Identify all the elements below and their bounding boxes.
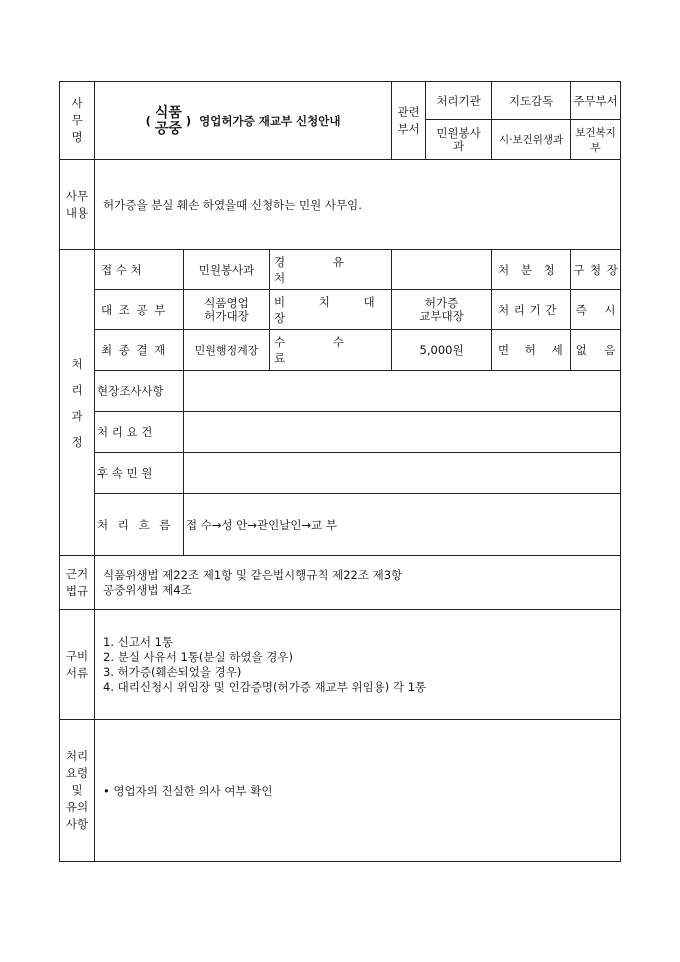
label-onsite-inspection: 현장조사사항 (95, 371, 184, 412)
legal-line: 식품위생법 제22조 제1항 및 같은법시행규칙 제22조 제3항 (103, 567, 403, 582)
label-requirements: 처 리 요 건 (95, 412, 184, 453)
col-header-processing-agency: 처리기관 (426, 82, 492, 120)
section-label-documents: 구비 서류 (60, 610, 95, 720)
label-receipt-office (95, 250, 184, 290)
label-reference-ledger: 대 조 공 부 (95, 290, 184, 330)
label-kept-ledger: 비 치 대 장 (270, 290, 392, 330)
section-label-title: 사 무 명 (60, 82, 95, 160)
document-item: 1. 신고서 1통 (103, 634, 174, 649)
form-title: ( 식품 공중 ) 영업허가증 재교부 신청안내 (95, 82, 392, 160)
label-disposition-office: 처 분 청 (492, 250, 571, 290)
label-process-flow: 처 리 흐 름 (95, 494, 184, 556)
value-via-office (392, 250, 492, 290)
document-item: 2. 분실 사유서 1통(분실 하였을 경우) (103, 649, 293, 664)
value-license-tax: 없 음 (571, 330, 621, 371)
responsible-dept-value: 보건복지부 (571, 120, 621, 160)
application-guide-form (59, 81, 621, 862)
label-via-office: 경 유 처 (270, 250, 392, 290)
supervision-value: 시·보건위생과 (492, 120, 571, 160)
content-text: 허가증을 분실 훼손 하였을때 신청하는 민원 사무임. (95, 160, 621, 250)
section-label-content: 사무 내용 (60, 160, 95, 250)
col-header-responsible-dept: 주무부서 (571, 82, 621, 120)
value-process-flow: 접 수→성 안→관인날인→교 부 (184, 494, 621, 556)
processing-agency-value: 민원봉사과 (426, 120, 492, 160)
label-final-approval: 최 종 결 재 (95, 330, 184, 371)
label-followup: 후 속 민 원 (95, 453, 184, 494)
label-license-tax: 면 허 세 (492, 330, 571, 371)
document-item: 3. 허가증(훼손되었을 경우) (103, 664, 242, 679)
section-label-notes: 처리 요령 및 유의 사항 (60, 720, 95, 862)
related-dept-label: 관련 부서 (392, 82, 426, 160)
value-disposition-office: 구 청 장 (571, 250, 621, 290)
col-header-supervision: 지도감독 (492, 82, 571, 120)
value-followup (184, 453, 621, 494)
processing-notes: • 영업자의 진실한 의사 여부 확인 (95, 720, 621, 862)
section-label-legal: 근거 법규 (60, 556, 95, 610)
required-documents (95, 610, 621, 720)
value-fee: 5,000원 (392, 330, 492, 371)
value-receipt-office: 민원봉사과 (184, 250, 270, 290)
value-reference-ledger: 식품영업 허가대장 (184, 290, 270, 330)
value-onsite-inspection (184, 371, 621, 412)
form-title-main: 영업허가증 재교부 신청안내 (199, 113, 341, 128)
label-receipt-office-text: 접 수 처 (101, 262, 142, 277)
legal-basis (95, 556, 621, 610)
section-label-process: 처 리 과 정 (60, 250, 95, 556)
label-fee: 수 수 료 (270, 330, 392, 371)
value-requirements (184, 412, 621, 453)
document-item: 4. 대리신청시 위임장 및 인감증명(허가증 재교부 위임용) 각 1통 (103, 679, 427, 694)
legal-line: 공중위생법 제4조 (103, 582, 192, 597)
value-final-approval: 민원행정계장 (184, 330, 270, 371)
value-kept-ledger: 허가증 교부대장 (392, 290, 492, 330)
label-processing-period: 처 리 기 간 (492, 290, 571, 330)
value-processing-period: 즉 시 (571, 290, 621, 330)
